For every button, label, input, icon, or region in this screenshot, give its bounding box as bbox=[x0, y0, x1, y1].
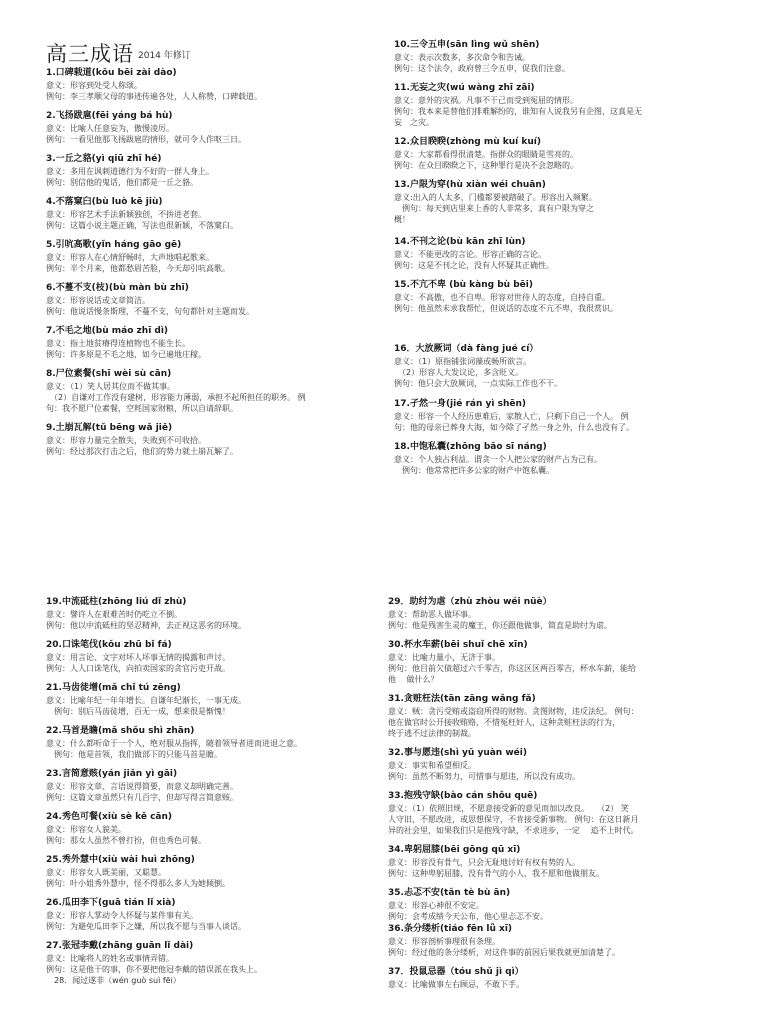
idiom-line: 意义：比喻将人的姓名或事情弄错。 bbox=[46, 954, 174, 963]
idiom-line: 意义：帮助恶人做坏事。 bbox=[388, 610, 476, 619]
idiom-line: 他在做官时公开接收贿赂，不惜冤枉好人，这种贪赃枉法的行为， bbox=[388, 718, 620, 727]
idiom-line: 例句：他以中流砥柱的坚忍精神，去正视这恶劣的环境。 bbox=[46, 621, 246, 630]
idiom-line: 意义：用言论、文字对坏人坏事无情的揭露和声讨。 bbox=[46, 653, 230, 662]
idiom-entry bbox=[46, 812, 388, 846]
idiom-line: 意义：指土地贫瘠得连植物也不能生长。 bbox=[46, 339, 190, 348]
idiom-heading: 21.马齿徒增(mǎ chǐ tú zēng) bbox=[46, 683, 181, 693]
idiom-line: 意义：什么都听命于一个人，绝对服从指挥，随着领导者进而进退之意。 bbox=[46, 739, 302, 748]
idiom-entry bbox=[46, 597, 388, 631]
idiom-entry bbox=[394, 237, 736, 271]
idiom-line: 例句：他虽然未求我帮忙，但说话的态度不亢不卑，我很赏识。 bbox=[394, 304, 618, 313]
idiom-line: 意义：比喻力量小，无济于事。 bbox=[388, 653, 500, 662]
idiom-line: 意义：意外的灾祸。凡事不干己而受到冤屈的情形。 bbox=[394, 96, 578, 105]
idiom-heading: 29．助纣为虐（zhù zhòu wéi nüè） bbox=[388, 597, 552, 607]
idiom-line: 28．闻过遂非（wén guò suì fēi） bbox=[46, 976, 181, 985]
idiom-line: 例句：叶小姐秀外慧中，怪不得那么多人为她倾倒。 bbox=[46, 879, 230, 888]
idiom-line: 例句：许多原是不毛之地，如今已遍地庄稼。 bbox=[46, 350, 206, 359]
idiom-heading: 27.张冠李戴(zhāng guān lǐ dài) bbox=[46, 941, 194, 951]
idiom-heading: 24.秀色可餐(xiù sè kě cān) bbox=[46, 812, 172, 822]
idiom-line: 异的社会里，如果我们只是抱残守缺，不求进步，一定 追不上时代。 bbox=[388, 826, 639, 835]
idiom-line: 意义：形容力量完全散失，失败到不可收拾。 bbox=[46, 436, 206, 445]
document-title: 高三成语 bbox=[46, 42, 134, 66]
idiom-line: 意义：比喻人任意妄为，傲慢凌厉。 bbox=[46, 124, 174, 133]
idiom-line: 例句：别信他的鬼话，他们都是一丘之貉。 bbox=[46, 178, 198, 187]
idiom-line: 意义：大家都看得很清楚。指群众的眼睛是雪亮的。 bbox=[394, 150, 578, 159]
idiom-entry bbox=[394, 180, 736, 225]
idiom-entry bbox=[388, 845, 730, 879]
idiom-heading: 6.不蔓不支(枝)(bù màn bù zhī) bbox=[46, 283, 189, 293]
idiom-line: 例句：在众目睽睽之下，这种罪行是决不会忽略的。 bbox=[394, 161, 578, 170]
idiom-line: 意义：形容一个人经历患难后，家散人亡，只剩下自己一个人。 例 bbox=[394, 412, 629, 421]
idiom-entry bbox=[394, 442, 736, 476]
idiom-line: 例句：他常常把许多公家的财产中饱私囊。 bbox=[394, 466, 554, 475]
idiom-line: 例句：他说话慢条斯理，不蔓不支，句句都针对主题而发。 bbox=[46, 307, 254, 316]
idiom-line: 例句：这种卑躬屈膝、没有骨气的小人，我不愿和他做朋友。 bbox=[388, 869, 604, 878]
idiom-line: 例句：那女人虽然不曾打扮，但也秀色可餐。 bbox=[46, 836, 206, 845]
idiom-line: 概！ bbox=[394, 215, 410, 224]
idiom-line: 意义：比喻做事左右顾忌，不敢下手。 bbox=[388, 980, 524, 989]
idiom-entry bbox=[394, 399, 736, 433]
idiom-line: 例句：我本来是替他们排难解纷的，谁知有人说我另有企图，这真是无 bbox=[394, 107, 642, 116]
idiom-line: 句：我不愿尸位素餐，空耗国家财粮，所以自请辞职。 bbox=[46, 404, 238, 413]
idiom-heading: 7.不毛之地(bù máo zhī dì) bbox=[46, 326, 169, 336]
idiom-line: 意义：形容文章、言语说得简要，而意义却明确完善。 bbox=[46, 782, 238, 791]
idiom-line: 意义：比喻年纪一年年增长。自谦年纪渐长，一事无成。 bbox=[46, 696, 246, 705]
idiom-entry bbox=[46, 154, 388, 188]
idiom-line: 例句：每天到店里来上香的人非常多，真有户限为穿之 bbox=[394, 204, 594, 213]
idiom-heading: 26.瓜田李下(guā tián lǐ xià) bbox=[46, 898, 176, 908]
idiom-line: 意义：形容到处受人称颂。 bbox=[46, 81, 142, 90]
idiom-entry bbox=[46, 640, 388, 674]
idiom-line: 意义：事实和希望相反。 bbox=[388, 761, 476, 770]
idiom-entry bbox=[394, 40, 736, 74]
idiom-entry bbox=[388, 694, 730, 739]
idiom-line: 人守旧，不愿改进，或思想保守，不肯接受新事物。 例句：在这日新月 bbox=[388, 815, 639, 824]
idiom-entry bbox=[46, 283, 388, 317]
idiom-line: 妄 之灾。 bbox=[394, 118, 434, 127]
idiom-line: 意义：表示次数多，多次命令和告诫。 bbox=[394, 53, 530, 62]
idiom-entry bbox=[46, 855, 388, 889]
idiom-line: 意义：个人独占利益。谓贪一个人把公家的财产占为己有。 bbox=[394, 455, 602, 464]
idiom-entry bbox=[46, 941, 388, 986]
idiom-line: 例句：这是他干的事，你不要把他冠李戴的错误派在我头上。 bbox=[46, 965, 262, 974]
idiom-heading: 32.事与愿违(shì yǔ yuàn wéi) bbox=[388, 748, 527, 758]
idiom-heading: 16．大放厥词（dà fàng jué cí） bbox=[394, 344, 539, 354]
idiom-line: 例句：半个月来，他都愁眉苦脸，今天却引吭高歌。 bbox=[46, 264, 230, 273]
idiom-heading: 1.口碑载道(kǒu bēi zài dào) bbox=[46, 68, 177, 78]
idiom-line: 意义：形容女人既美丽，又聪慧。 bbox=[46, 868, 166, 877]
column-3 bbox=[46, 597, 388, 986]
idiom-heading: 14.不刊之论(bù kān zhī lùn) bbox=[394, 237, 526, 247]
idiom-line: 意义：贼：贪污受贿或盗窃所得的财物。贪图财物，违反法纪。 例句： bbox=[388, 707, 639, 716]
idiom-entry bbox=[394, 137, 736, 171]
idiom-heading: 20.口诛笔伐(kǒu zhū bǐ fá) bbox=[46, 640, 172, 650]
idiom-entry bbox=[46, 683, 388, 717]
idiom-entry bbox=[388, 791, 730, 836]
idiom-line: 例句：虽然不断努力，可惜事与愿违，所以没有成功。 bbox=[388, 772, 580, 781]
idiom-line: 意义：（1）依照旧规，不愿意接受新的意见而加以改良。 （2） 笑 bbox=[388, 804, 629, 813]
idiom-line: 意义：形容心神很不安定。 bbox=[388, 901, 484, 910]
idiom-entry bbox=[46, 423, 388, 457]
idiom-line: 意义：形容没有骨气，只会无耻地讨好有权有势的人。 bbox=[388, 858, 580, 867]
idiom-line: 例句：李三孝顺父母的事迹传遍各处，人人称赞，口碑载道。 bbox=[46, 92, 262, 101]
idiom-heading: 12.众目睽睽(zhòng mù kuí kuí) bbox=[394, 137, 541, 147]
idiom-line: 意义：形容人在心情舒畅时，大声地唱起歌来。 bbox=[46, 253, 214, 262]
idiom-line: 意义：形容剖析事理很有条理。 bbox=[388, 937, 500, 946]
idiom-heading: 15.不亢不卑 (bù kàng bù bēi) bbox=[394, 280, 533, 290]
idiom-line: 例句：这是不刊之论，没有人怀疑其正确性。 bbox=[394, 261, 554, 270]
idiom-heading: 3.一丘之貉(yì qiū zhī hé) bbox=[46, 154, 162, 164]
idiom-line: 例句：他是首领，我们做部下的只能马首是瞻。 bbox=[46, 750, 222, 759]
idiom-entry bbox=[46, 898, 388, 932]
idiom-heading: 37．投鼠忌器（tóu shǔ jì qì） bbox=[388, 967, 524, 977]
idiom-entry bbox=[388, 888, 730, 922]
document-subtitle: 2014 年修订 bbox=[138, 51, 191, 61]
idiom-heading: 4.不落窠臼(bù luò kē jiù) bbox=[46, 197, 163, 207]
idiom-entry bbox=[388, 748, 730, 782]
idiom-entry bbox=[46, 197, 388, 231]
idiom-line: 例句：他目前欠债超过六千零吉，你这区区两百零吉，杯水车薪，能给 bbox=[388, 664, 636, 673]
idiom-line: 意义：形容艺术手法新颖独创，不拚进老套。 bbox=[46, 210, 206, 219]
idiom-line: 意义：（1）笑人居其位而不做其事。 bbox=[46, 382, 176, 391]
idiom-line: 例句：会考成绩今天公布，他心里忐忑不安。 bbox=[388, 912, 548, 921]
idiom-heading: 31.贪赃枉法(tān zāng wǎng fǎ) bbox=[388, 694, 536, 704]
idiom-line: 句：他的母亲已葬身大海，如今除了孑然一身之外，什么也没有了。 bbox=[394, 423, 634, 432]
idiom-line: 例句：他是残害生灵的魔王，你还跟他做事，简直是助纣为虐。 bbox=[388, 621, 612, 630]
column-2 bbox=[394, 40, 736, 476]
idiom-line: 意义:出入的人太多，门槛都要被踏破了。形容出入频繁。 bbox=[394, 193, 597, 202]
idiom-entry bbox=[46, 68, 388, 102]
idiom-heading: 13.户限为穿(hù xiàn wéi chuān) bbox=[394, 180, 546, 190]
idiom-line: 意义：形容人掌动令人怀疑与某件事有关。 bbox=[46, 911, 198, 920]
idiom-entry bbox=[46, 369, 388, 414]
column-1 bbox=[46, 68, 388, 457]
idiom-entry bbox=[394, 83, 736, 128]
idiom-entry bbox=[46, 769, 388, 803]
idiom-heading: 5.引吭高歌(yǐn háng gāo gē) bbox=[46, 240, 182, 250]
idiom-heading: 22.马首是瞻(mǎ shǒu shì zhān) bbox=[46, 726, 195, 736]
idiom-line: 例句：人人口诛笔伐，向拍卖国家的贪官污吏开战。 bbox=[46, 664, 230, 673]
idiom-entry bbox=[388, 640, 730, 685]
idiom-line: 例句：这个法令，政府曾三令五申，促我们注意。 bbox=[394, 64, 570, 73]
idiom-line: 终于逃不过法律的制裁。 bbox=[388, 729, 476, 738]
idiom-line: （2）自谦对工作没有建树，形容能力薄弱，承担不起所担任的职务。 例 bbox=[46, 393, 306, 402]
idiom-line: 意义：形容说话或文章简洁。 bbox=[46, 296, 150, 305]
idiom-heading: 25.秀外慧中(xiù wài huì zhōng) bbox=[46, 855, 195, 865]
idiom-heading: 2.飞扬跋扈(fēi yáng bá hù) bbox=[46, 111, 173, 121]
idiom-heading: 10.三令五申(sān lìng wǔ shēn) bbox=[394, 40, 540, 50]
idiom-line: 例句：别后马齿徒增，百无一成，想来很是惭愧！ bbox=[46, 707, 230, 716]
idiom-heading: 30.杯水车薪(bēi shuǐ chē xīn) bbox=[388, 640, 528, 650]
idiom-line: 意义：譬许人在艰难苦时仍吃立不倒。 bbox=[46, 610, 182, 619]
idiom-entry bbox=[388, 924, 730, 958]
idiom-heading: 11.无妄之灾(wú wàng zhī zāi) bbox=[394, 83, 535, 93]
idiom-entry bbox=[46, 111, 388, 145]
idiom-entry bbox=[394, 344, 736, 389]
column-4 bbox=[388, 597, 730, 990]
idiom-heading: 34.卑躬屈膝(bēi gōng qū xī) bbox=[388, 845, 521, 855]
idiom-heading: 17.孑然一身(jié rán yì shēn) bbox=[394, 399, 526, 409]
idiom-line: 例句：为避免瓜田李下之嫌，所以我不愿与当事人谈话。 bbox=[46, 922, 246, 931]
idiom-heading: 9.土崩瓦解(tǔ bēng wǎ jiě) bbox=[46, 423, 173, 433]
idiom-heading: 8.尸位素餐(shī wèi sù cān) bbox=[46, 369, 172, 379]
idiom-heading: 19.中流砥柱(zhōng liú dǐ zhù) bbox=[46, 597, 187, 607]
idiom-entry bbox=[46, 726, 388, 760]
idiom-line: 例句：这篇文章虽然只有几百字，但却写得言简意赅。 bbox=[46, 793, 238, 802]
idiom-heading: 18.中饱私囊(zhōng bǎo sī náng) bbox=[394, 442, 547, 452]
idiom-entry bbox=[46, 326, 388, 360]
idiom-line: 例句：经过那次打击之后，他们的势力就土崩瓦解了。 bbox=[46, 447, 238, 456]
idiom-entry bbox=[388, 597, 730, 631]
idiom-line: 意义：形容女人貌美。 bbox=[46, 825, 126, 834]
idiom-line: 意义：不能更改的言论。形容正确的言论。 bbox=[394, 250, 546, 259]
idiom-heading: 36.条分缕析(tiáo fēn lǚ xī) bbox=[388, 924, 513, 934]
idiom-entry bbox=[388, 967, 730, 990]
idiom-entry bbox=[394, 280, 736, 314]
idiom-line: 他 做什么？ bbox=[388, 675, 439, 684]
idiom-line: 意义：多用在讽刺道德行为不好的一群人身上。 bbox=[46, 167, 214, 176]
idiom-entry bbox=[46, 240, 388, 274]
idiom-line: 例句：一看见他那飞扬跋扈的情形，就可令人作呕三日。 bbox=[46, 135, 246, 144]
idiom-heading: 23.言简意赅(yán jiǎn yì gāi) bbox=[46, 769, 178, 779]
idiom-heading: 33.抱残守缺(bào cán shǒu quē) bbox=[388, 791, 538, 801]
idiom-line: 例句：他只会大放厥词，一点实际工作也不干。 bbox=[394, 379, 562, 388]
idiom-line: 意义：（1）原指铺张词藻或畅所欲言。 bbox=[394, 357, 532, 366]
idiom-line: 意义：不高傲，也不自卑。形容对世待人的态度，自持自重。 bbox=[394, 293, 610, 302]
idiom-line: 例句：这篇小说主题正确，写法也很新颖，不落窠臼。 bbox=[46, 221, 238, 230]
idiom-line: （2）形容人大发议论，多含贬义。 bbox=[394, 368, 524, 377]
idiom-line: 例句：经过他的条分缕析，对这件事的前因后果我就更加清楚了。 bbox=[388, 948, 620, 957]
idiom-heading: 35.忐忑不安(tǎn tè bù ān) bbox=[388, 888, 511, 898]
